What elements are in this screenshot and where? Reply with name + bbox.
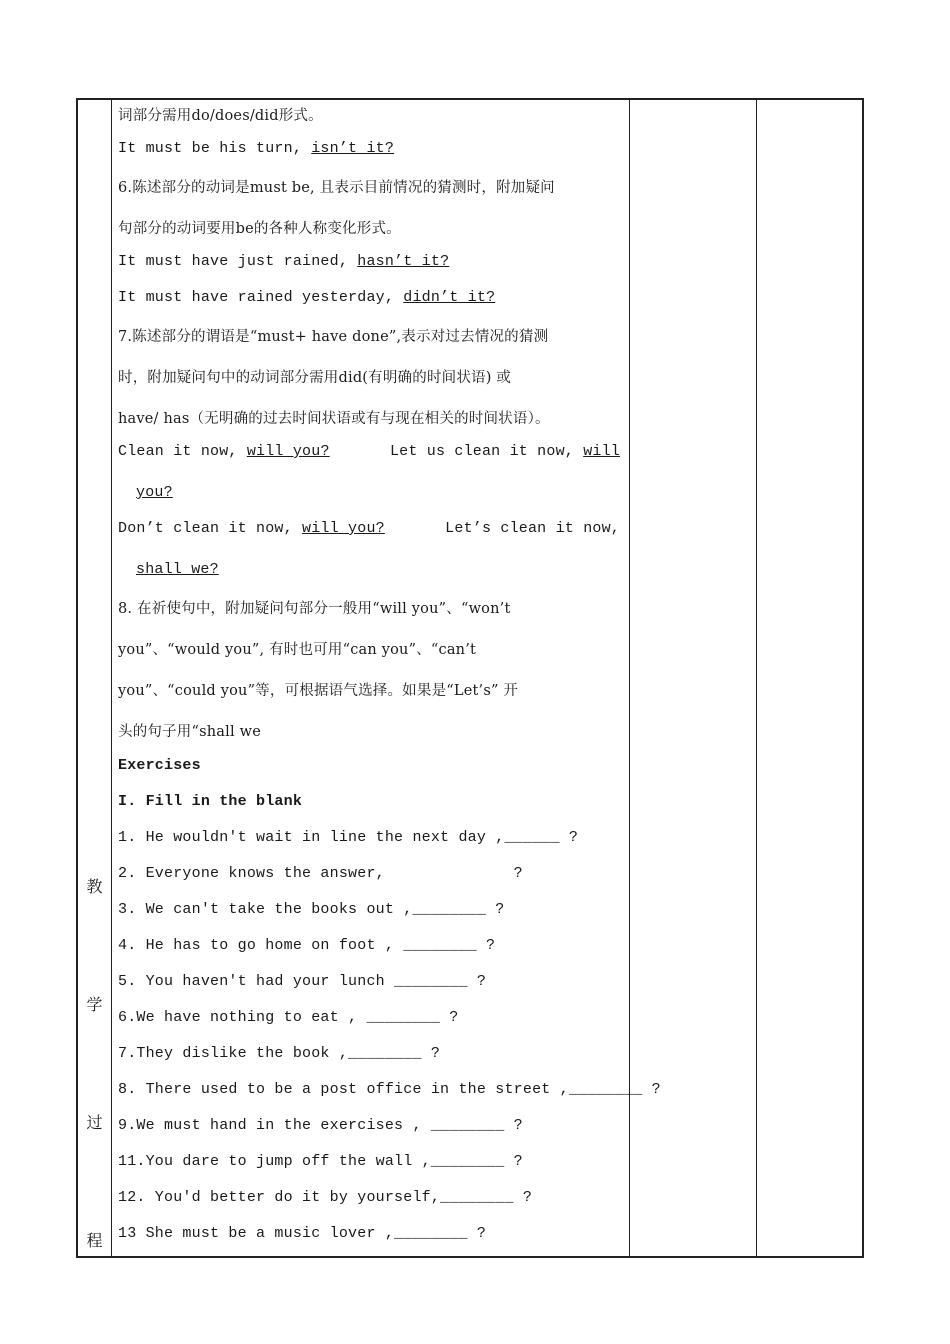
exercises-heading: Exercises [118, 757, 201, 774]
side-label: 学 [86, 995, 103, 1014]
tag-answer: will you? [246, 443, 330, 460]
example-line: Don’t clean it now, will you? Let’s clean it now, [118, 520, 620, 537]
tag-answer: hasn’t it? [357, 253, 450, 270]
exercise-item: 5. You haven't had your lunch ________ ? [118, 973, 487, 990]
example-line: It must have just rained, hasn’t it? [118, 253, 450, 270]
text-line: have/ has（无明确的过去时间状语或有与现在相关的时间状语）。 [118, 411, 550, 427]
tag-answer: shall we? [136, 561, 219, 578]
example-line: It must have rained yesterday, didn’t it? [118, 289, 496, 306]
tag-answer: you? [136, 484, 173, 501]
text-line: 时，附加疑问句中的动词部分需用did(有明确的时间状语) 或 [118, 370, 512, 386]
tag-answer: didn’t it? [403, 289, 496, 306]
exercise-item: 11.You dare to jump off the wall ,________ ? [118, 1153, 523, 1170]
tag-answer: will you? [302, 520, 385, 537]
side-label: 程 [86, 1231, 103, 1250]
exercise-item: 8. There used to be a post office in the street ,________ ? [118, 1081, 661, 1098]
tag-answer: will [583, 443, 620, 460]
exercise-item: 12. You'd better do it by yourself,________ ? [118, 1189, 533, 1206]
tag-answer: isn’t it? [311, 140, 395, 157]
side-label: 教 [86, 877, 103, 896]
exercise-item: 3. We can't take the books out ,________ ? [118, 901, 505, 918]
text-line: you”、“would you”, 有时也可用“can you”、“can’t [118, 642, 477, 658]
text-line: 句部分的动词要用be的各种人称变化形式。 [118, 221, 401, 237]
exercise-item: 6.We have nothing to eat , ________ ? [118, 1009, 459, 1026]
text-line: 6.陈述部分的动词是must be, 且表示目前情况的猜测时，附加疑问 [118, 180, 555, 196]
text-line: you”、“could you”等，可根据语气选择。如果是“Let’s” 开 [118, 683, 519, 699]
exercise-item: 13 She must be a music lover ,________ ? [118, 1225, 487, 1242]
side-label: 过 [86, 1113, 103, 1132]
section-heading: I. Fill in the blank [118, 793, 303, 810]
column-divider [756, 100, 757, 1256]
example-line: Clean it now, will you? Let us clean it now, will [118, 443, 620, 460]
text-line: 词部分需用do/does/did形式。 [118, 108, 323, 124]
exercise-item: 7.They dislike the book ,________ ? [118, 1045, 441, 1062]
exercise-item: 9.We must hand in the exercises , ________ ? [118, 1117, 523, 1134]
exercise-item: 2. Everyone knows the answer, ? [118, 865, 523, 882]
text-line: 8. 在祈使句中，附加疑问句部分一般用“will you”、“won’t [118, 601, 511, 617]
example-line: It must be his turn, isn’t it? [118, 140, 395, 157]
exercise-item: 4. He has to go home on foot , ________ ? [118, 937, 496, 954]
exercise-item: 1. He wouldn't wait in line the next day ,______ ? [118, 829, 579, 846]
text-line: 头的句子用“shall we [118, 724, 262, 740]
text-line: 7.陈述部分的谓语是“must+ have done”,表示对过去情况的猜测 [118, 329, 549, 345]
column-divider [111, 100, 112, 1256]
